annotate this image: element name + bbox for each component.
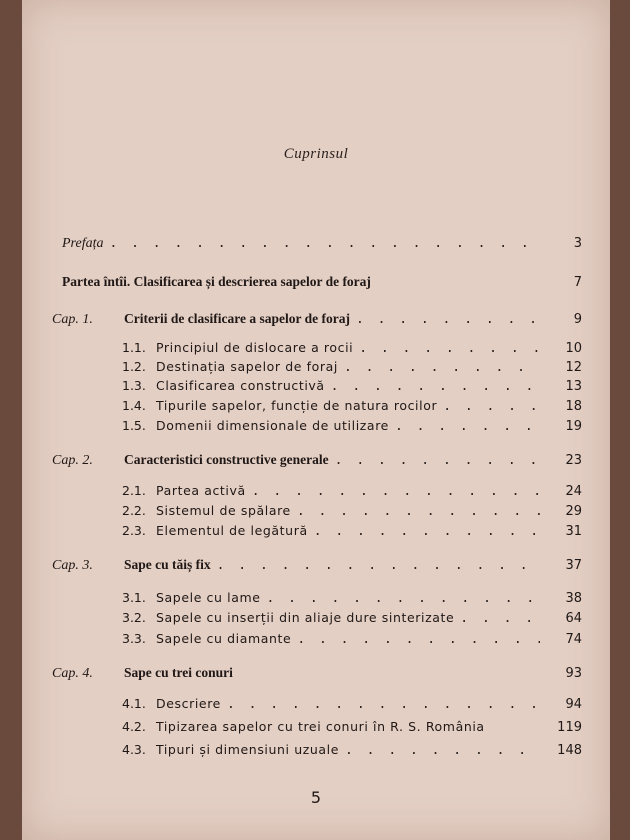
- section-title: Sapele cu diamante: [156, 631, 292, 646]
- section-number: 1.2.: [122, 359, 146, 374]
- toc-page-number: 18: [565, 399, 582, 414]
- leader-dots: [345, 743, 540, 758]
- toc-chapter: [52, 452, 582, 469]
- toc-page-number: 19: [565, 419, 582, 434]
- section-number: 3.1.: [122, 590, 146, 605]
- section-number: 1.5.: [122, 418, 146, 433]
- toc-entry-part: [62, 274, 582, 290]
- section-title: Sistemul de spălare: [156, 503, 291, 518]
- toc-section: [122, 418, 582, 434]
- toc-section: [122, 631, 582, 647]
- leader-dots: [297, 504, 540, 519]
- leader-dots: [227, 697, 540, 712]
- section-title: Clasificarea constructivă: [156, 378, 325, 393]
- section-number: 2.2.: [122, 503, 146, 518]
- leader-dots: [252, 484, 540, 499]
- toc-section: [122, 378, 582, 394]
- toc-entry-label: Partea întîi. Clasificarea și descrierea sapelor de foraj: [62, 274, 371, 289]
- section-number: 1.3.: [122, 378, 146, 393]
- section-title: Partea activă: [156, 483, 246, 498]
- toc-chapter: [52, 557, 582, 574]
- leader-dots: [314, 524, 540, 539]
- leader-dots: [109, 236, 540, 251]
- toc-chapter: [52, 311, 582, 328]
- toc-page-number: 24: [565, 484, 582, 499]
- section-number: 3.3.: [122, 631, 146, 646]
- toc-chapter: [52, 665, 582, 682]
- toc-section: [122, 610, 582, 626]
- leader-dots: [443, 399, 540, 414]
- book-page: [22, 0, 610, 840]
- toc-section: [122, 719, 582, 735]
- toc-section: [122, 503, 582, 519]
- toc-entry-label: Prefața: [62, 236, 104, 251]
- toc-page-number: 7: [573, 275, 582, 290]
- section-title: Domenii dimensionale de utilizare: [156, 418, 389, 433]
- leader-dots: [356, 312, 540, 327]
- leader-dots: [267, 591, 540, 606]
- toc-section: [122, 742, 582, 758]
- chapter-number: Cap. 4.: [52, 666, 93, 681]
- chapter-number: Cap. 2.: [52, 453, 93, 468]
- leader-dots: [460, 611, 540, 626]
- section-title: Tipurile sapelor, funcție de natura rocilor: [156, 398, 438, 413]
- section-number: 3.2.: [122, 610, 146, 625]
- leader-dots: [217, 558, 540, 573]
- toc-page-number: 31: [565, 524, 582, 539]
- chapter-number: Cap. 1.: [52, 312, 93, 327]
- section-title: Elementul de legătură: [156, 523, 308, 538]
- toc-page-number: 9: [573, 312, 582, 327]
- toc-page-number: 13: [565, 379, 582, 394]
- toc-section: [122, 696, 582, 712]
- section-title: Sapele cu inserții din aliaje dure sinterizate: [156, 610, 455, 625]
- toc-page-number: 37: [565, 558, 582, 573]
- section-number: 2.3.: [122, 523, 146, 538]
- toc-section: [122, 340, 582, 356]
- toc-page-number: 12: [565, 360, 582, 375]
- leader-dots: [331, 379, 540, 394]
- section-title: Destinația sapelor de foraj: [156, 359, 338, 374]
- section-title: Tipuri și dimensiuni uzuale: [156, 742, 340, 757]
- leader-dots: [297, 632, 540, 647]
- chapter-title: Criterii de clasificare a sapelor de foraj: [124, 311, 350, 326]
- toc-entry-preface: [62, 236, 582, 252]
- chapter-title: Sape cu trei conuri: [124, 665, 233, 680]
- section-number: 2.1.: [122, 483, 146, 498]
- chapter-title: Caracteristici constructive generale: [124, 452, 329, 467]
- toc-section: [122, 359, 582, 375]
- chapter-title: Sape cu tăiș fix: [124, 557, 211, 572]
- toc-page-number: 29: [565, 504, 582, 519]
- toc-page-number: 74: [565, 632, 582, 647]
- section-number: 1.4.: [122, 398, 146, 413]
- toc-page-number: 119: [557, 720, 582, 735]
- toc-section: [122, 590, 582, 606]
- section-number: 1.1.: [122, 340, 146, 355]
- section-number: 4.1.: [122, 696, 146, 711]
- toc-page-number: 93: [565, 666, 582, 681]
- section-title: Sapele cu lame: [156, 590, 261, 605]
- toc-section: [122, 523, 582, 539]
- toc-page-number: 148: [557, 743, 582, 758]
- section-number: 4.2.: [122, 719, 146, 734]
- toc-page-number: 64: [565, 611, 582, 626]
- leader-dots: [395, 419, 540, 434]
- toc-page-number: 10: [565, 341, 582, 356]
- section-number: 4.3.: [122, 742, 146, 757]
- section-title: Principiul de dislocare a rocii: [156, 340, 354, 355]
- toc-page-number: 94: [565, 697, 582, 712]
- toc-page-number: 38: [565, 591, 582, 606]
- leader-dots: [335, 453, 540, 468]
- leader-dots: [344, 360, 540, 375]
- toc-section: [122, 483, 582, 499]
- toc-page-number: 3: [573, 236, 582, 251]
- section-title: Tipizarea sapelor cu trei conuri în R. S. România: [156, 719, 485, 734]
- toc-page-number: 23: [565, 453, 582, 468]
- toc-section: [122, 398, 582, 414]
- page-title: Cuprinsul: [283, 146, 349, 162]
- chapter-number: Cap. 3.: [52, 558, 93, 573]
- section-title: Descriere: [156, 696, 221, 711]
- leader-dots: [359, 341, 540, 356]
- page-number: 5: [310, 788, 322, 807]
